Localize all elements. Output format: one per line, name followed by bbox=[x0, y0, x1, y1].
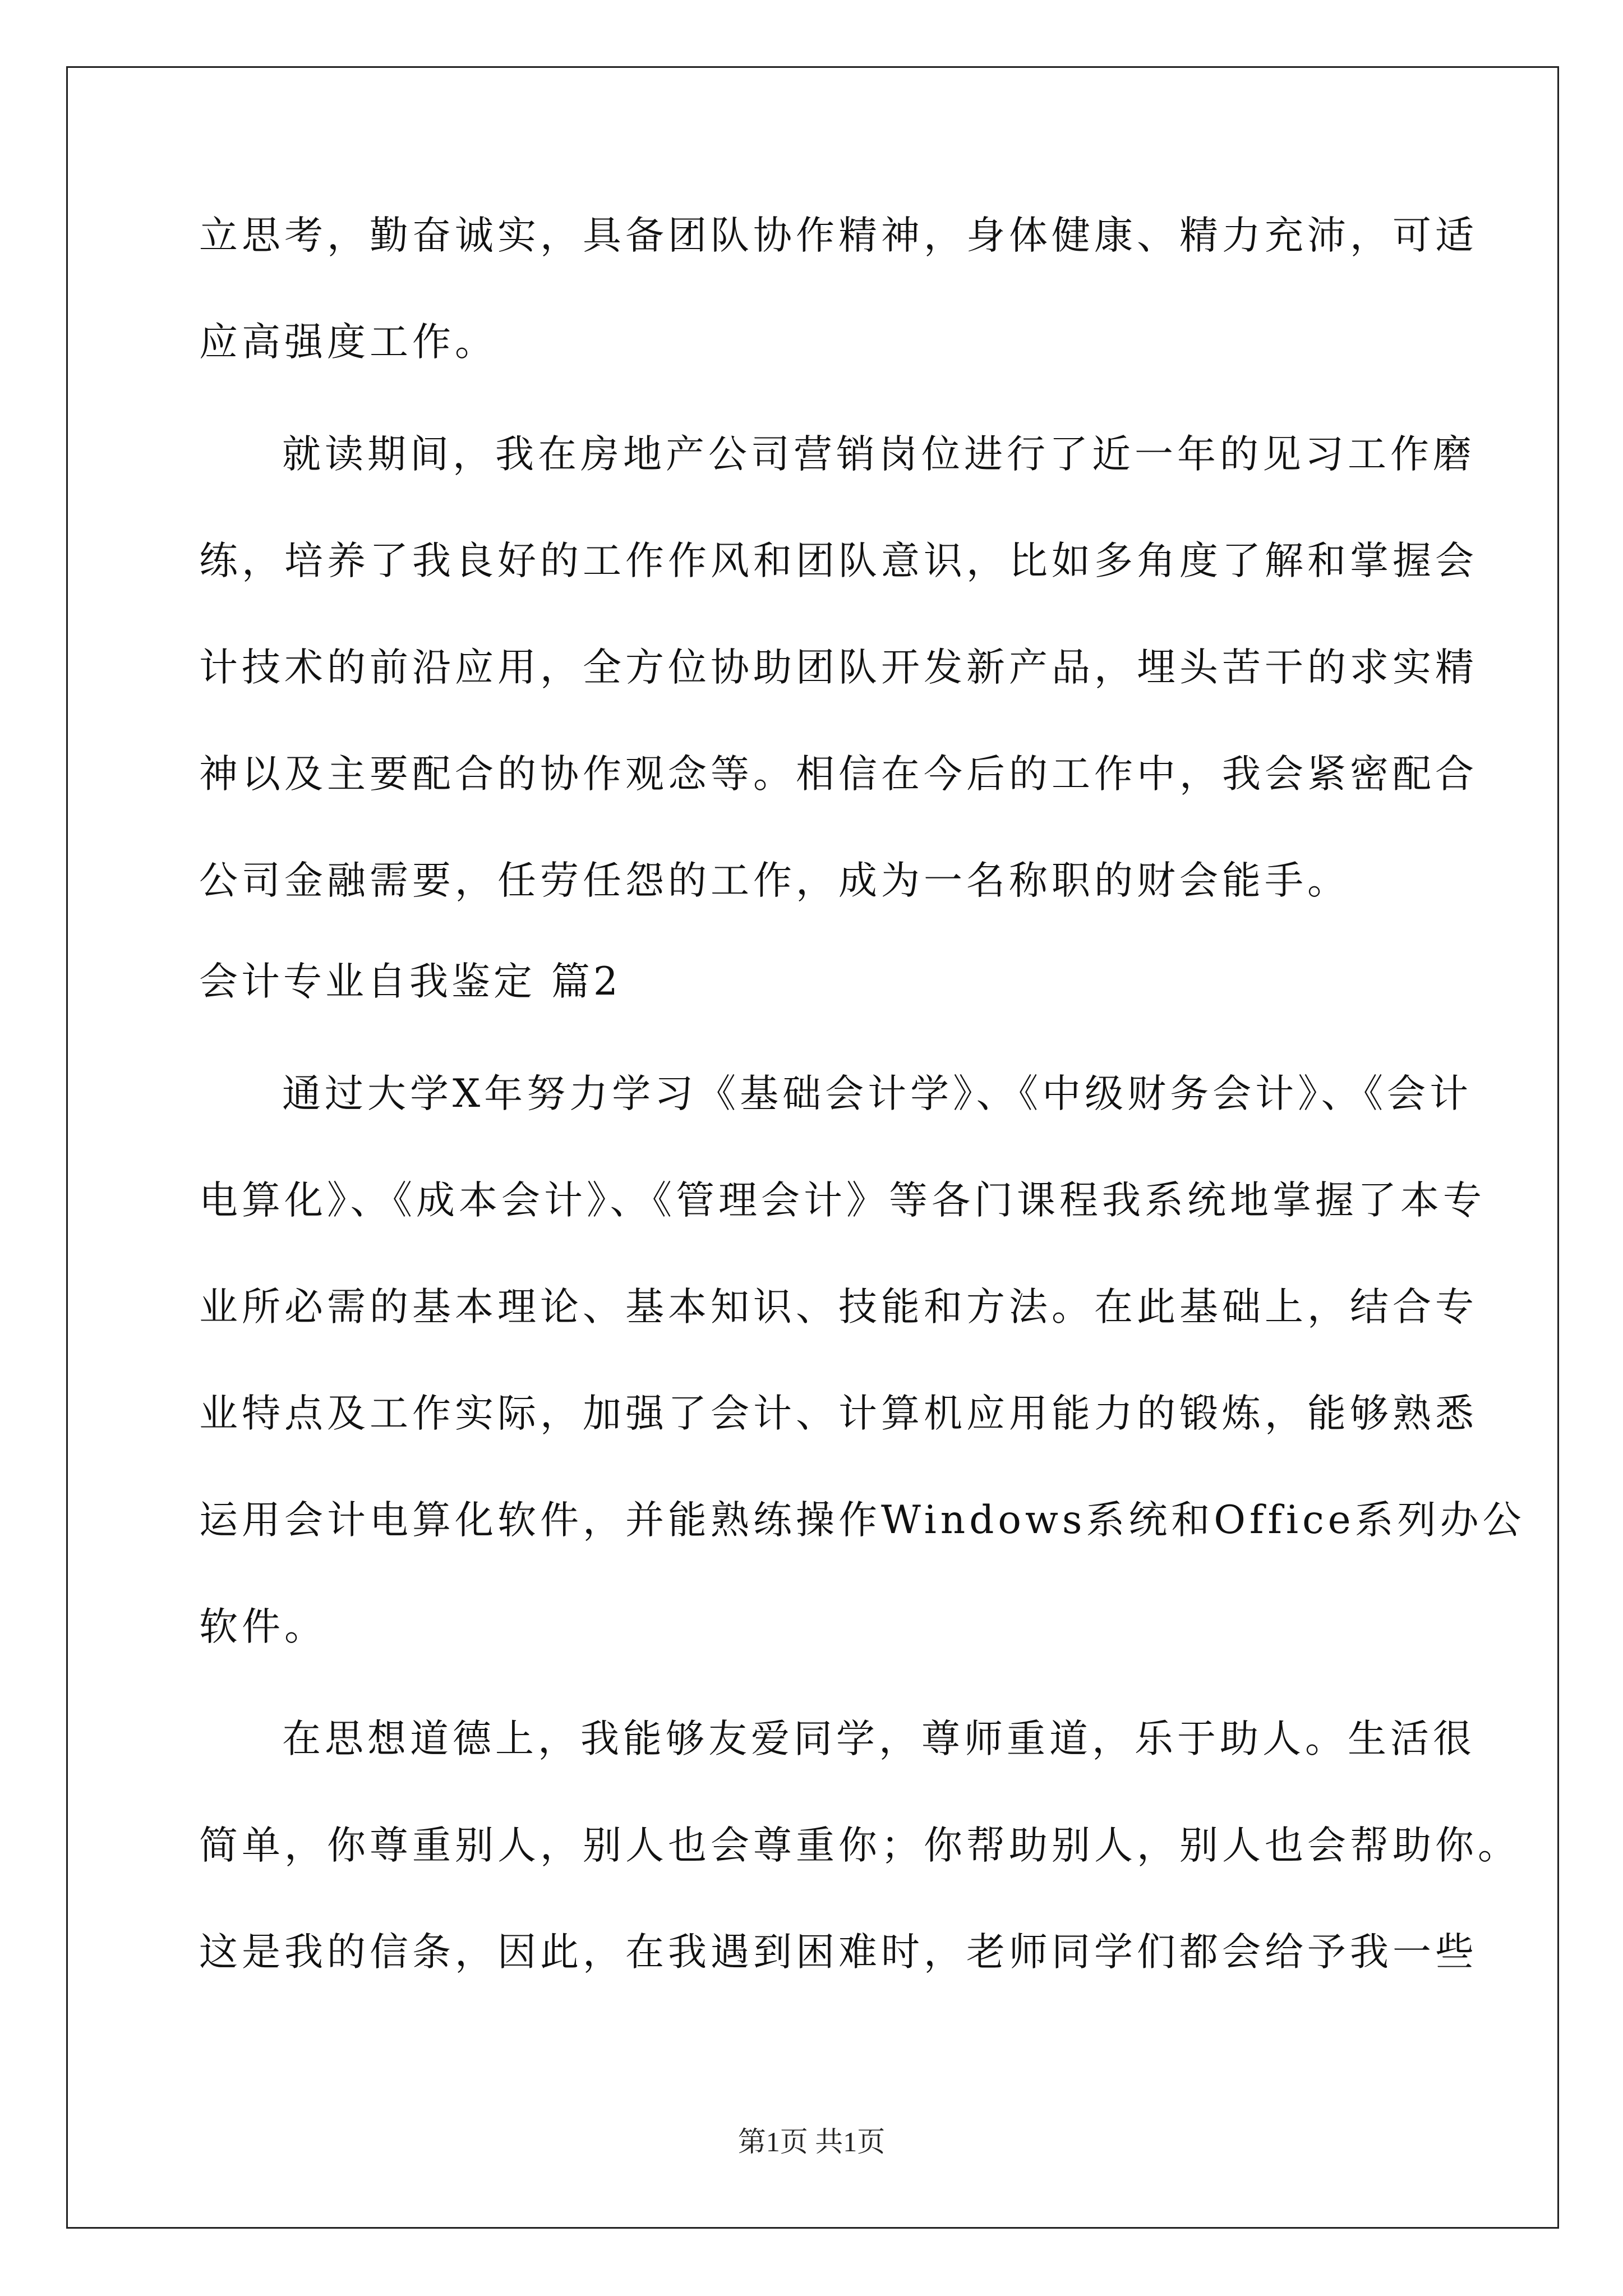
paragraph-line: 应高强度工作。 bbox=[199, 320, 497, 365]
page-frame bbox=[66, 66, 1559, 2229]
paragraph-line: 公司金融需要，任劳任怨的工作，成为一名称职的财会能手。 bbox=[199, 858, 1350, 903]
paragraph-line: 在思想道德上，我能够友爱同学，尊师重道，乐于助人。生活很 bbox=[282, 1717, 1476, 1761]
paragraph-line: 通过大学X年努力学习《基础会计学》、《中级财务会计》、《会计 bbox=[282, 1071, 1473, 1116]
paragraph-line: 业所必需的基本理论、基本知识、技能和方法。在此基础上，结合专 bbox=[199, 1285, 1478, 1329]
paragraph-line: 软件。 bbox=[199, 1604, 327, 1649]
paragraph-line: 立思考，勤奋诚实，具备团队协作精神，身体健康、精力充沛，可适 bbox=[199, 213, 1478, 258]
paragraph-line: 就读期间，我在房地产公司营销岗位进行了近一年的见习工作磨 bbox=[282, 432, 1476, 477]
paragraph-line: 简单，你尊重别人，别人也会尊重你；你帮助别人，别人也会帮助你。 bbox=[199, 1823, 1520, 1868]
paragraph-line: 神以及主要配合的协作观念等。相信在今后的工作中，我会紧密配合 bbox=[199, 752, 1478, 797]
paragraph-line: 运用会计电算化软件，并能熟练操作Windows系统和Office系列办公 bbox=[199, 1498, 1525, 1543]
paragraph-line: 电算化》、《成本会计》、《管理会计》等各门课程我系统地掌握了本专 bbox=[199, 1178, 1486, 1223]
paragraph-line: 这是我的信条，因此，在我遇到困难时，老师同学们都会给予我一些 bbox=[199, 1930, 1478, 1975]
paragraph-line: 业特点及工作实际，加强了会计、计算机应用能力的锻炼，能够熟悉 bbox=[199, 1391, 1478, 1436]
page-number: 第1页 共1页 bbox=[737, 2126, 886, 2157]
paragraph-line: 练，培养了我良好的工作作风和团队意识，比如多角度了解和掌握会 bbox=[199, 539, 1478, 583]
paragraph-line: 计技术的前沿应用，全方位协助团队开发新产品，埋头苦干的求实精 bbox=[199, 645, 1478, 690]
section-heading: 会计专业自我鉴定 篇2 bbox=[199, 959, 621, 1004]
